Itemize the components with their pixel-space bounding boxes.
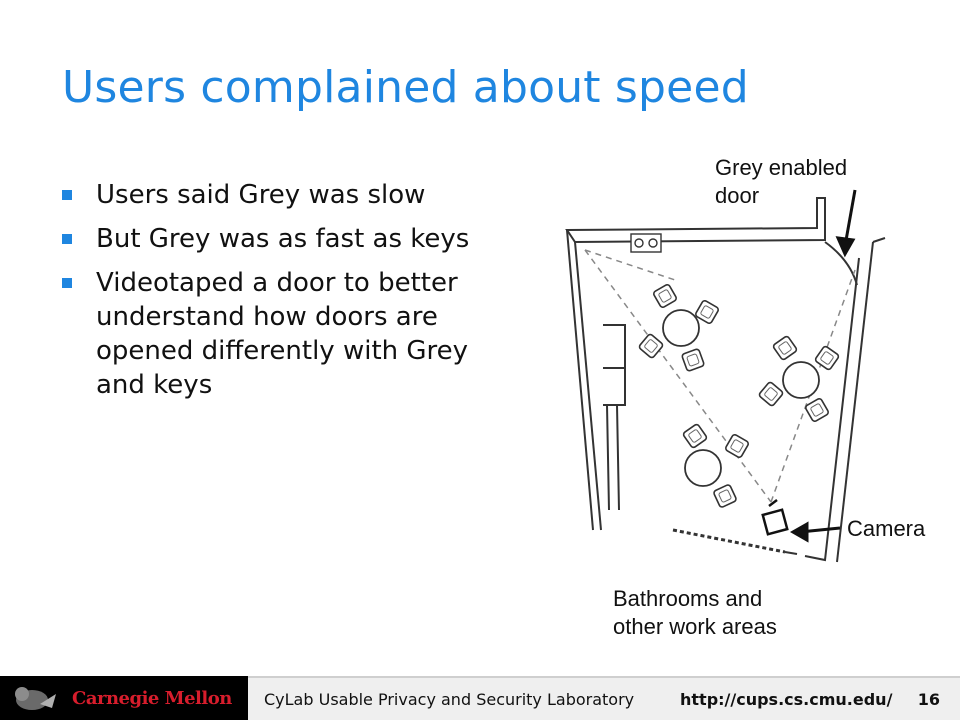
bullet-item: [62, 222, 482, 256]
cmu-logo-icon: [8, 676, 68, 720]
footer-url-link[interactable]: http://cups.cs.cmu.edu/: [680, 690, 893, 709]
square-bullet-icon: [62, 190, 72, 200]
label-line: door: [715, 183, 760, 208]
door-label: [715, 155, 847, 208]
label-line: other work areas: [613, 614, 777, 639]
floor-plan-diagram: [555, 150, 960, 650]
footer-bar: [0, 676, 960, 720]
footer-info: [248, 676, 960, 720]
bullet-text: Videotaped a door to better understand how doors are opened differently with Grey and keys: [96, 268, 469, 400]
camera-label: Camera: [847, 516, 926, 541]
page-number: 16: [917, 690, 940, 709]
bullet-text: Users said Grey was slow: [96, 180, 426, 210]
square-bullet-icon: [62, 278, 72, 288]
bullet-item: [62, 178, 482, 212]
bathrooms-label: [613, 586, 777, 639]
lab-name: CyLab Usable Privacy and Security Laboratory: [264, 690, 635, 709]
label-line: Grey enabled: [715, 155, 848, 180]
bullet-item: [62, 266, 482, 402]
footer-logo-area: [0, 676, 248, 720]
square-bullet-icon: [62, 234, 72, 244]
bullet-text: But Grey was as fast as keys: [96, 224, 470, 254]
slide-title: Users complained about speed: [62, 62, 749, 113]
cmu-wordmark: Carnegie Mellon: [72, 688, 232, 709]
camera-icon: [763, 500, 787, 534]
bullet-list: [62, 178, 482, 412]
label-line: Bathrooms and: [613, 586, 763, 611]
